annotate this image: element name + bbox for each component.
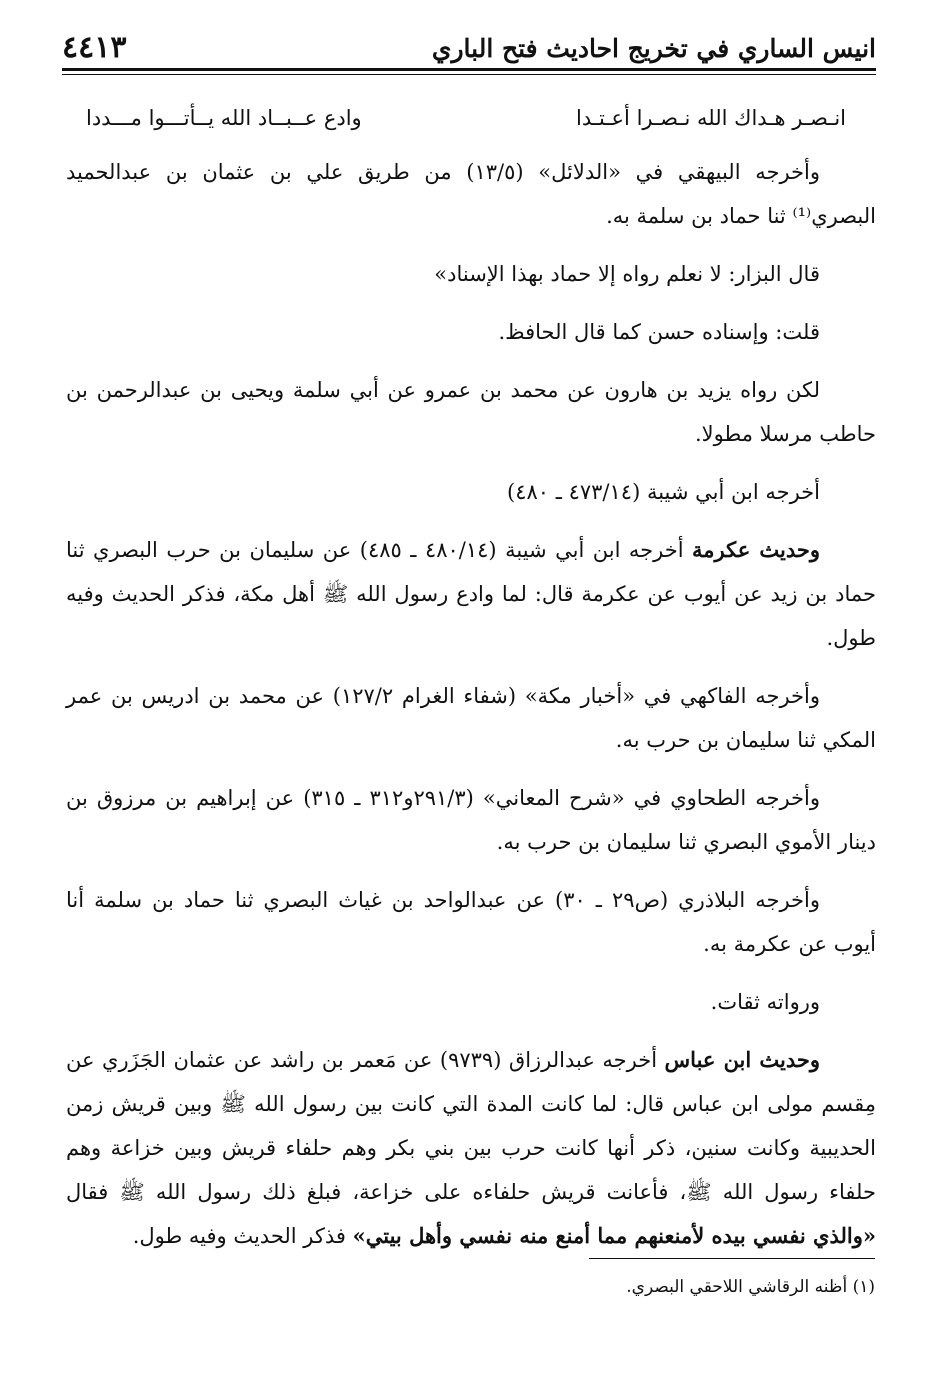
- main-text: [66, 96, 876, 1272]
- header-rule-thin: [62, 74, 876, 75]
- paragraph: قال البزار: لا نعلم رواه إلا حماد بهذا الإسناد»: [434, 262, 820, 286]
- hadith-quote: «والذي نفسي بيده لأمنعنهم مما أمنع منه نفسي وأهل بيتي»: [352, 1223, 876, 1248]
- paragraph: أخرجه ابن أبي شيبة (٤٧٣/١٤ ـ ٤٨٠): [507, 480, 820, 504]
- verse-hemistich-left: وادع عــبــاد الله يــأتـــوا مـــددا: [86, 106, 362, 130]
- poetry-verse: [66, 96, 876, 140]
- running-title: انيس الساري في تخريج احاديث فتح الباري: [431, 34, 876, 63]
- paragraph: لكن رواه يزيد بن هارون عن محمد بن عمرو عن أبي سلمة ويحيى بن عبدالرحمن بن حاطب مرسلا مطولا.: [66, 378, 876, 446]
- footnote-text: أظنه الرقاشي اللاحقي البصري.: [626, 1277, 848, 1297]
- page-number: ٤٤١٣: [62, 30, 127, 65]
- footnote-marker: (١): [852, 1277, 875, 1297]
- paragraph-tail: فذكر الحديث وفيه طول.: [132, 1224, 353, 1248]
- paragraph-ibn-abbas: [66, 1038, 876, 1258]
- paragraph: وأخرجه البلاذري (ص٢٩ ـ ٣٠) عن عبدالواحد بن غياث البصري ثنا حماد بن سلمة أنا أيوب عن عكرمة به.: [66, 888, 876, 956]
- paragraph: وأخرجه الفاكهي في «أخبار مكة» (شفاء الغرام ١٢٧/٢) عن محمد بن ادريس بن عمر المكي ثنا سليمان بن حرب به.: [66, 684, 876, 752]
- page-header: [62, 30, 876, 70]
- paragraph: قلت: وإسناده حسن كما قال الحافظ.: [498, 320, 820, 344]
- paragraph-ikrimah: [66, 528, 876, 660]
- paragraph-text: أخرجه عبدالرزاق (٩٧٣٩) عن مَعمر بن راشد عن عثمان الجَزَري عن مِقسم مولى ابن عباس قال: لما كانت المدة التي كانت بين رسول الله ﷺ وبين قريش زمن الحديبية وكانت سنين، ذكر أنها كانت حرب بين بني بكر وهم حلفاء قريش وبين خزاعة وهم حلفاء رسول الله ﷺ، فأعانت قريش حلفاءه على خزاعة، فبلغ ذلك رسول الله ﷺ فقال: [66, 1048, 876, 1204]
- paragraph: وأخرجه البيهقي في «الدلائل» (١٣/٥) من طريق علي بن عثمان بن عبدالحميد البصري⁽¹⁾ ثنا حماد بن سلمة به.: [66, 160, 876, 228]
- footnote-rule: [589, 1258, 875, 1259]
- header-rule-thick: [62, 68, 876, 71]
- section-lead: وحديث ابن عباس: [664, 1047, 820, 1072]
- section-lead: وحديث عكرمة: [692, 537, 820, 562]
- paragraph-text: أخرجه ابن أبي شيبة (٤٨٠/١٤ ـ ٤٨٥) عن سليمان بن حرب البصري ثنا حماد بن زيد عن أيوب عن عكرمة قال: لما وادع رسول الله ﷺ أهل مكة، فذكر الحديث وفيه طول.: [66, 538, 876, 650]
- paragraph: وأخرجه الطحاوي في «شرح المعاني» (٢٩١/٣و٣١٢ ـ ٣١٥) عن إبراهيم بن مرزوق بن دينار الأموي البصري ثنا سليمان بن حرب به.: [66, 786, 876, 854]
- verse-hemistich-right: انـصـر هـداك الله نـصـرا أعـتـدا: [576, 106, 846, 130]
- footnote: [275, 1272, 875, 1302]
- paragraph: ورواته ثقات.: [710, 990, 820, 1014]
